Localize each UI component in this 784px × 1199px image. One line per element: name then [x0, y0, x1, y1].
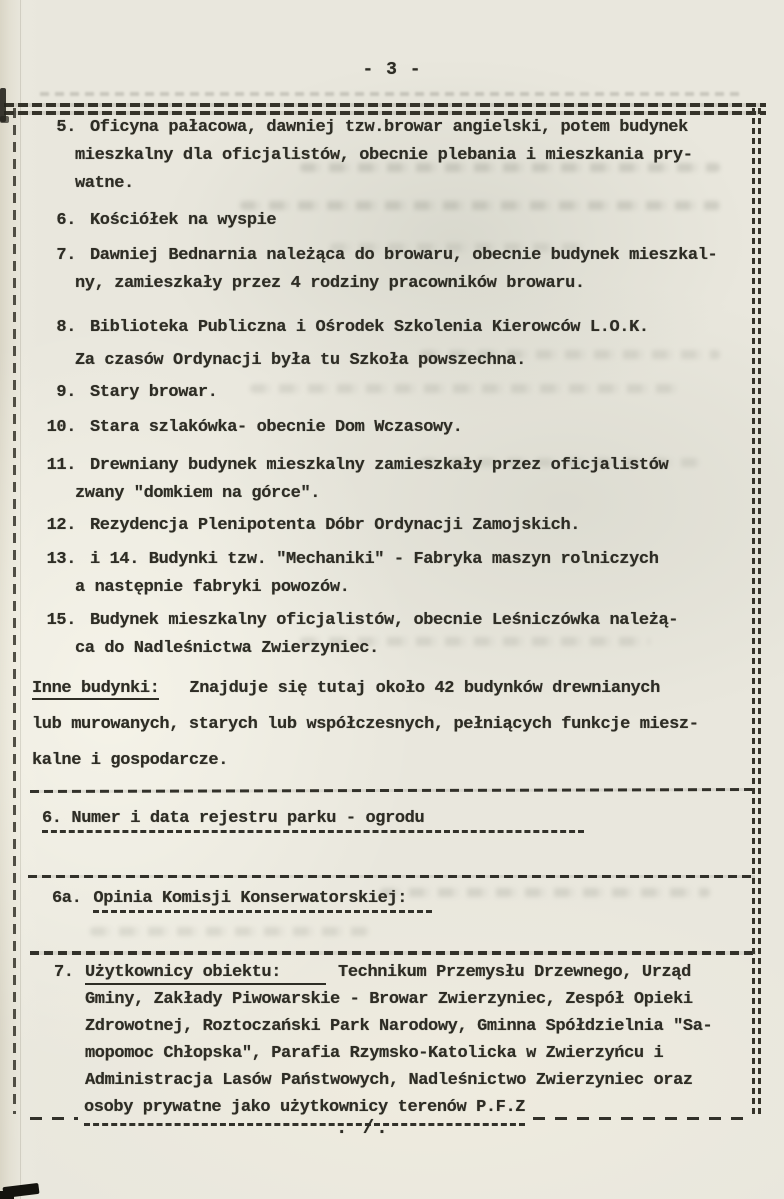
list-item-8 — [30, 314, 758, 375]
item-text: zwany "domkiem na górce". — [75, 484, 321, 503]
item-text: mieszkalny dla oficjalistów, obecnie plebania i mieszkania pry- — [75, 146, 693, 165]
section-number: 6a. — [52, 889, 82, 908]
item-number: 7. — [56, 246, 76, 265]
scan-mark-top-left — [0, 116, 9, 123]
item-number: 13. — [46, 550, 76, 569]
section-6a-heading — [52, 885, 758, 913]
footer-mark: . /. — [336, 1117, 390, 1139]
paragraph-text: osoby prywatne jako użytkownicy terenów P.F.Z — [84, 1094, 525, 1126]
dash-segment — [533, 1117, 752, 1120]
paragraph-text: Technikum Przemysłu Drzewnego, Urząd — [338, 963, 691, 982]
other-buildings-label: Inne budynki: — [32, 679, 160, 698]
left-border-rule — [13, 108, 16, 1114]
list-item-15 — [30, 607, 758, 663]
page-number: - 3 - — [362, 60, 422, 80]
item-text: Budynek mieszkalny oficjalistów, obecnie Leśniczówka należą- — [90, 611, 679, 630]
item-text: Rezydencja Plenipotenta Dóbr Ordynacji Zamojskich. — [90, 516, 581, 535]
item-number: 15. — [46, 611, 76, 630]
item-text: i 14. Budynki tzw. "Mechaniki" - Fabryka maszyn rolniczych — [90, 550, 659, 569]
list-item-10 — [30, 414, 758, 442]
section-7-users — [30, 959, 758, 1126]
item-number: 10. — [46, 418, 76, 437]
item-number: 9. — [56, 383, 76, 402]
item-text: a następnie fabryki powozów. — [75, 578, 350, 597]
list-item-7 — [30, 242, 758, 298]
scan-mark-bottom-left — [0, 1191, 14, 1199]
section-divider — [28, 875, 755, 878]
list-item-11 — [30, 452, 758, 508]
item-text: Kościółek na wyspie — [90, 211, 277, 230]
item-text: Dawniej Bednarnia należąca do browaru, obecnie budynek mieszkal- — [90, 246, 718, 265]
section-title: Numer i data rejestru parku - ogrodu — [71, 809, 425, 828]
item-text: Stary browar. — [90, 383, 218, 402]
dash-segment — [30, 1117, 78, 1120]
list-item-9 — [30, 379, 758, 407]
bleed-through-smudge — [90, 927, 370, 936]
item-text: Drewniany budynek mieszkalny zamieszkały przez oficjalistów — [90, 456, 669, 475]
item-text: Oficyna pałacowa, dawniej tzw.browar angielski, potem budynek — [90, 118, 688, 137]
item-text: Za czasów Ordynacji była tu Szkoła powszechna. — [75, 351, 526, 370]
section-divider — [30, 951, 756, 955]
item-number: 5. — [56, 118, 76, 137]
item-number: 11. — [46, 456, 76, 475]
paragraph-text: lub murowanych, starych lub współczesnych, pełniących funkcje miesz- — [32, 715, 699, 734]
item-text: Biblioteka Publiczna i Ośrodek Szkolenia Kierowców L.O.K. — [90, 318, 649, 337]
section-7-last-line — [30, 1094, 758, 1126]
section-title: Opinia Komisji Konserwatorskiej: — [93, 889, 432, 913]
ghost-rule — [40, 92, 740, 96]
list-item-6 — [30, 207, 758, 235]
list-item-5 — [30, 114, 758, 198]
section-number: 6. — [42, 809, 62, 828]
item-number: 6. — [56, 211, 76, 230]
section-number: 7. — [54, 963, 74, 982]
item-number: 12. — [46, 516, 76, 535]
paragraph-text: kalne i gospodarcze. — [32, 751, 229, 770]
list-item-12 — [30, 512, 758, 540]
paragraph-text: mopomoc Chłopska", Parafia Rzymsko-Katolicka w Zwierzyńcu i — [85, 1044, 664, 1063]
paper-crease — [20, 0, 21, 1199]
paragraph-text: Administracja Lasów Państwowych, Nadleśnictwo Zwierzyniec oraz — [85, 1071, 693, 1090]
item-text: ca do Nadleśnictwa Zwierzyniec. — [75, 639, 379, 658]
section-6-heading — [42, 805, 758, 833]
list-item-13-14 — [30, 546, 758, 602]
section-label: Użytkownicy obiektu: — [85, 963, 326, 985]
item-number: 8. — [56, 318, 76, 337]
item-text: watne. — [75, 174, 134, 193]
paragraph-text: Znajduje się tutaj około 42 budynków drewnianych — [189, 679, 660, 698]
item-text: ny, zamieszkały przez 4 rodziny pracowników browaru. — [75, 274, 585, 293]
other-buildings-paragraph — [32, 671, 758, 779]
paragraph-text: Zdrowotnej, Roztoczański Park Narodowy, Gminna Spółdzielnia "Sa- — [85, 1017, 713, 1036]
item-text: Stara szlakówka- obecnie Dom Wczasowy. — [90, 418, 463, 437]
paragraph-text: Gminy, Zakłady Piwowarskie - Browar Zwierzyniec, Zespół Opieki — [85, 990, 693, 1009]
right-border-rule-inner — [758, 108, 761, 1118]
section-divider — [30, 788, 752, 793]
